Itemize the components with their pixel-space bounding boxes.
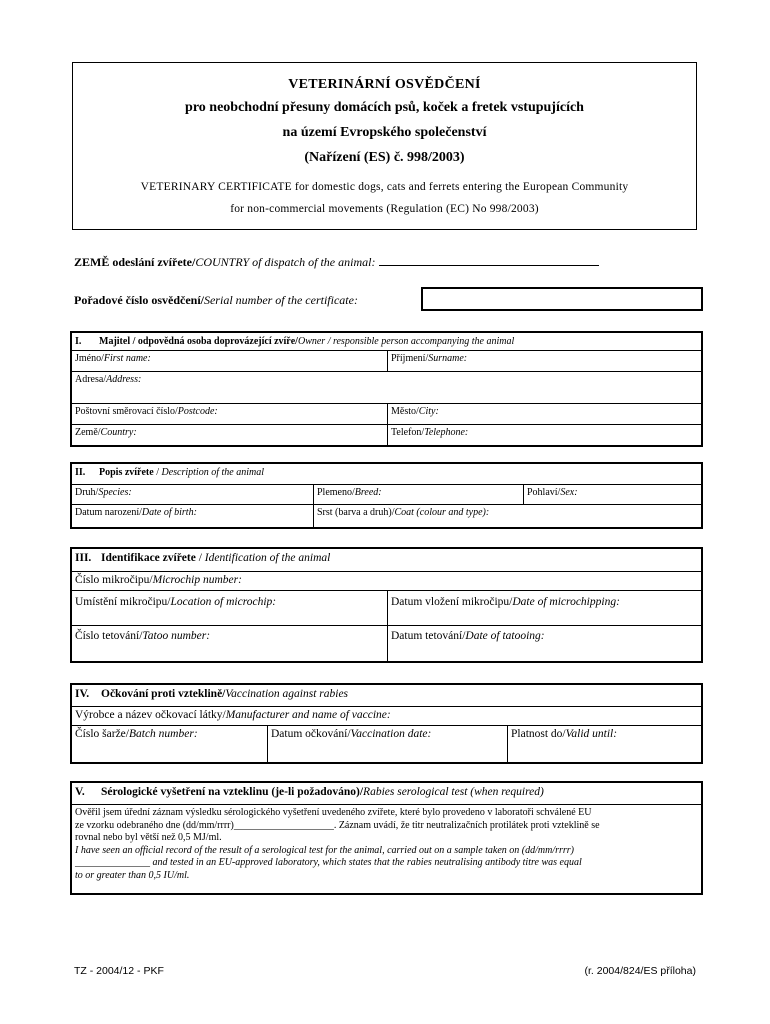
country-label-cz: ZEMĚ odeslání zvířete/ bbox=[74, 255, 196, 269]
serial-number-label bbox=[74, 293, 358, 308]
certificate-title-box bbox=[72, 62, 697, 230]
section-owner bbox=[70, 331, 703, 447]
title-en-1: VETERINARY CERTIFICATE for domestic dogs, cats and ferrets entering the European Community bbox=[140, 181, 629, 193]
first-name-field[interactable]: Jméno/First name: bbox=[72, 351, 388, 371]
declaration-cz-line-2: ze vzorku odebraného dne (dd/mm/rrrr)____________________. Záznam uvádí, že titr neutralizačních protilátek proti vzteklině se bbox=[75, 819, 600, 831]
telephone-field[interactable]: Telefon/Telephone: bbox=[391, 427, 469, 438]
serial-label-cz: Pořadové číslo osvědčení/ bbox=[74, 293, 204, 307]
declaration-cz-line-1: Ověřil jsem úřední záznam výsledku sérologického vyšetření uvedeného zvířete, které bylo provedeno v laboratoři schválené EU bbox=[75, 807, 592, 818]
title-en-2: for non-commercial movements (Regulation (EC) No 998/2003) bbox=[230, 203, 539, 215]
country-field[interactable]: Země/Country: bbox=[72, 425, 388, 445]
country-label-en: COUNTRY of dispatch of the animal: bbox=[195, 255, 376, 269]
footer-annex-reference: (r. 2004/824/ES příloha) bbox=[584, 965, 696, 977]
subtitle-cz-2: na území Evropského společenství bbox=[282, 125, 487, 140]
declaration-cz-line-3: rovnal nebo byl větší než 0,5 MJ/ml. bbox=[75, 832, 222, 843]
valid-until-field[interactable]: Platnost do/Valid until: bbox=[511, 728, 618, 740]
section-description bbox=[70, 462, 703, 529]
title-cz: VETERINÁRNÍ OSVĚDČENÍ bbox=[288, 77, 481, 92]
section-description-header: II. Popis zvířete / Description of the animal bbox=[75, 467, 264, 478]
address-field[interactable]: Adresa/Address: bbox=[75, 374, 142, 385]
declaration-en-line-3: to or greater than 0,5 IU/ml. bbox=[75, 869, 190, 881]
tattoo-date-field[interactable]: Datum tetování/Date of tatooing: bbox=[391, 630, 545, 642]
breed-field[interactable]: Plemeno/Breed: bbox=[314, 485, 524, 504]
postcode-field[interactable]: Poštovní směrovací číslo/Postcode: bbox=[72, 404, 388, 424]
vaccination-date-field[interactable]: Datum očkování/Vaccination date: bbox=[268, 726, 508, 762]
microchipping-date-field[interactable]: Datum vložení mikročipu/Date of microchipping: bbox=[391, 596, 620, 608]
date-of-birth-field[interactable]: Datum narození/Date of birth: bbox=[72, 505, 314, 527]
sex-field[interactable]: Pohlaví/Sex: bbox=[527, 487, 578, 498]
serial-label-en: Serial number of the certificate: bbox=[203, 293, 358, 307]
batch-number-field[interactable]: Číslo šarže/Batch number: bbox=[72, 726, 268, 762]
serial-number-box[interactable] bbox=[421, 287, 703, 311]
section-identification bbox=[70, 547, 703, 663]
section-vaccination-header: IV. Očkování proti vzteklině/Vaccination against rabies bbox=[75, 688, 349, 700]
footer-form-code: TZ - 2004/12 - PKF bbox=[74, 965, 164, 977]
section-serological-test bbox=[70, 781, 703, 895]
microchip-number-field[interactable]: Číslo mikročipu/Microchip number: bbox=[75, 574, 242, 586]
subtitle-cz-1: pro neobchodní přesuny domácích psů, koček a fretek vstupujících bbox=[185, 100, 584, 115]
city-field[interactable]: Město/City: bbox=[391, 406, 439, 417]
surname-field[interactable]: Příjmení/Surname: bbox=[391, 353, 468, 364]
declaration-en-line-2: _______________ and tested in an EU-approved laboratory, which states that the rabies neutralising antibody titre was equal bbox=[75, 857, 582, 868]
country-of-dispatch-field[interactable] bbox=[74, 255, 599, 270]
serological-declaration bbox=[72, 805, 701, 884]
regulation-cz: (Nařízení (ES) č. 998/2003) bbox=[304, 150, 465, 165]
declaration-en-line-1: I have seen an official record of the result of a serological test for the animal, carried out on a sample taken on (dd/mm/rrrr) bbox=[75, 844, 575, 856]
section-owner-header: I. Majitel / odpovědná osoba doprovázející zvíře/Owner / responsible person accompanying the animal bbox=[75, 336, 515, 347]
section-identification-header: III. Identifikace zvířete / Identification of the animal bbox=[75, 552, 331, 564]
section-serological-header: V. Sérologické vyšetření na vzteklinu (je-li požadováno)/Rabies serological test (when required) bbox=[75, 786, 544, 798]
section-vaccination bbox=[70, 683, 703, 764]
microchip-location-field[interactable]: Umístění mikročipu/Location of microchip: bbox=[72, 591, 388, 625]
coat-field[interactable]: Srst (barva a druh)/Coat (colour and type): bbox=[317, 507, 490, 518]
country-blank-line[interactable] bbox=[379, 256, 599, 266]
tattoo-number-field[interactable]: Číslo tetování/Tatoo number: bbox=[72, 626, 388, 661]
vaccine-name-field[interactable]: Výrobce a název očkovací látky/Manufacturer and name of vaccine: bbox=[75, 709, 391, 721]
species-field[interactable]: Druh/Species: bbox=[72, 485, 314, 504]
